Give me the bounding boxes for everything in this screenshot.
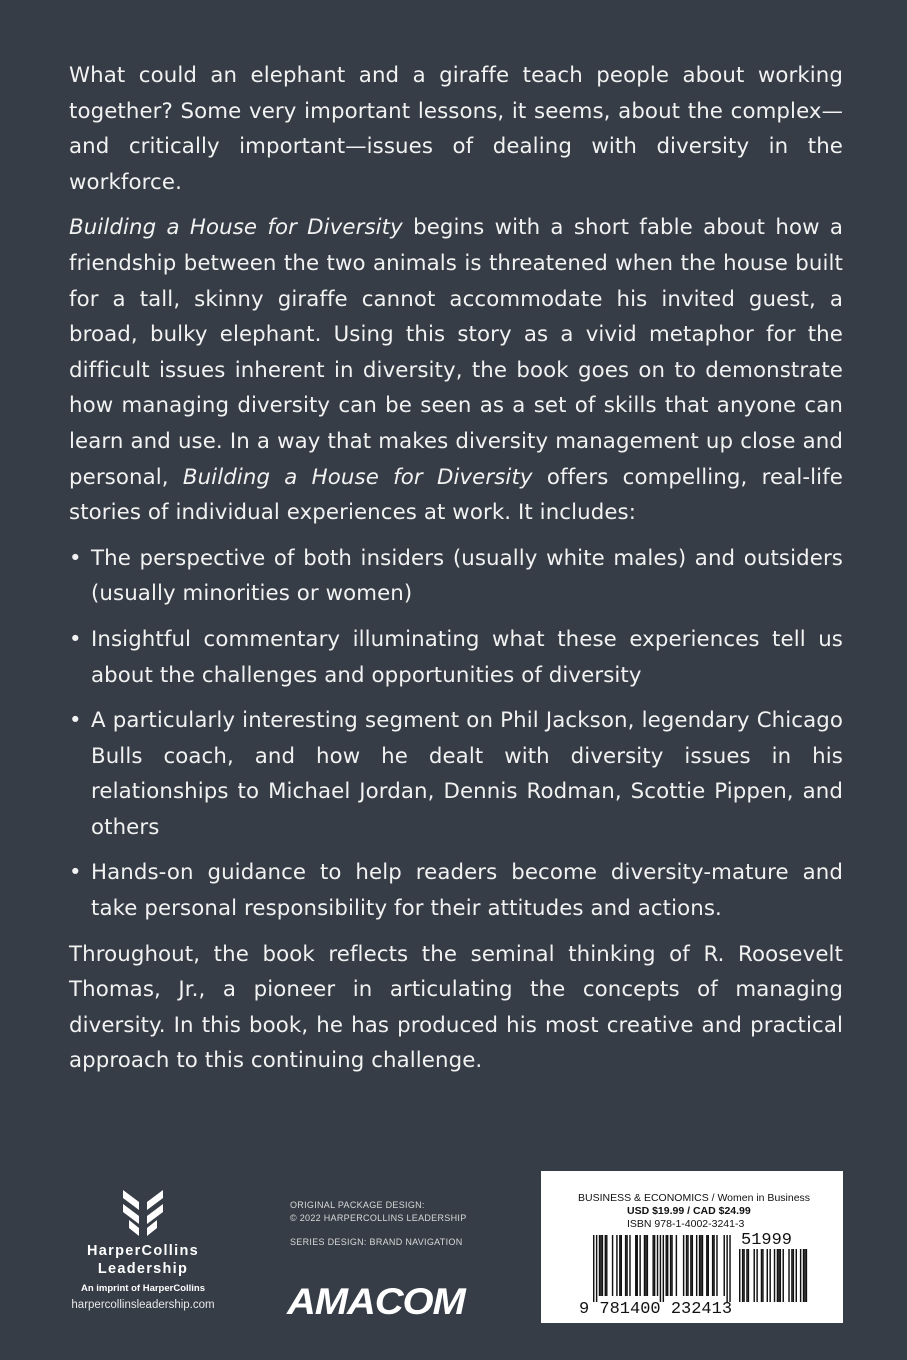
intro-paragraph: What could an elephant and a giraffe teach people about working together? Some very important lessons, it seems, about the complex—and critically important—issues of dealing with diversity in the workforce.	[69, 63, 843, 195]
addon-bar	[761, 1249, 762, 1302]
imprint-note: An imprint of HarperCollins	[80, 1283, 206, 1294]
barcode-bar	[726, 1235, 727, 1302]
barcode-bar	[637, 1235, 638, 1296]
barcode-bars	[593, 1235, 731, 1302]
barcode-bar	[716, 1235, 717, 1296]
addon-bar	[780, 1249, 781, 1302]
credit-line: © 2022 HARPERCOLLINS LEADERSHIP	[290, 1213, 467, 1223]
barcode-bar	[706, 1235, 707, 1296]
barcode-bar	[639, 1235, 640, 1296]
isbn-label: ISBN 978-1-4002-3241-3	[627, 1218, 745, 1230]
addon-barcode-bars	[739, 1249, 807, 1302]
barcode-bar	[621, 1235, 622, 1296]
addon-bar	[767, 1249, 768, 1302]
amacom-logo: AMACOM	[287, 1281, 465, 1322]
ean-digits: 9 781400 232413	[579, 1300, 733, 1319]
addon-bar	[806, 1249, 807, 1302]
addon-bar	[788, 1249, 789, 1302]
book-title: Building a House for Diversity	[182, 464, 533, 490]
barcode-bar	[619, 1235, 620, 1296]
barcode-bar	[596, 1235, 597, 1302]
barcode-bar	[666, 1235, 667, 1296]
barcode-bar	[670, 1235, 671, 1296]
price-label: USD $19.99 / CAD $24.99	[627, 1205, 751, 1217]
feature-list	[69, 541, 843, 927]
barcode-bar	[713, 1235, 714, 1296]
addon-bar	[754, 1249, 755, 1302]
barcode-bar	[657, 1235, 658, 1296]
barcode-bar	[699, 1235, 700, 1296]
addon-bar	[793, 1249, 794, 1302]
barcode-bar	[690, 1235, 691, 1296]
addon-bar	[756, 1249, 757, 1302]
barcode-bar	[724, 1235, 725, 1296]
barcode-bar	[660, 1235, 661, 1302]
addon-bar	[783, 1249, 784, 1302]
list-item: • A particularly interesting segment on Phil Jackson, legendary Chicago Bulls coach, and how he dealt with diversity issues in his relationships to Michael Jordan, Dennis Rodman, Scottie Pippen, and others	[69, 703, 843, 845]
harpercollins-flame-icon	[119, 1188, 167, 1240]
back-cover-copy	[69, 58, 843, 1089]
book-title: Building a House for Diversity	[69, 215, 403, 241]
publisher-name: Leadership	[97, 1261, 189, 1277]
category-label: BUSINESS & ECONOMICS / Women in Business	[578, 1192, 811, 1204]
addon-bar	[739, 1249, 740, 1302]
barcode-bar	[612, 1235, 613, 1296]
barcode-bar	[652, 1235, 653, 1296]
barcode-bar	[663, 1235, 664, 1302]
barcode-bar	[635, 1235, 636, 1296]
barcode-bar	[702, 1235, 703, 1296]
barcode-bar	[676, 1235, 677, 1296]
addon-bar	[800, 1249, 801, 1302]
barcode-bar	[654, 1235, 655, 1296]
barcode-bar	[605, 1235, 606, 1296]
barcode-bar	[696, 1235, 697, 1296]
addon-digits: 51999	[741, 1231, 793, 1250]
description-text: begins with a short fable about how a friendship between the two animals is threatened when the house built for a tall, skinny giraffe cannot accommodate his invited guest, a broad, bulky elephant. Using this story as a vivid metaphor for the difficult issues inherent in diversity, the book goes on to demonstrate how managing diversity can be seen as a set of skills that anyone can learn and use. In a way that makes diversity management up close and personal,	[69, 215, 843, 490]
barcode-bar	[645, 1235, 646, 1296]
addon-bar	[769, 1249, 770, 1302]
barcode-bar	[687, 1235, 688, 1296]
addon-bar	[774, 1249, 775, 1302]
design-credits	[290, 1199, 467, 1249]
list-item: • The perspective of both insiders (usually white males) and outsiders (usually minorities or women)	[69, 541, 843, 612]
description-paragraph	[69, 210, 843, 530]
barcode-bar	[671, 1235, 672, 1296]
barcode-bar	[593, 1235, 594, 1302]
addon-bar	[746, 1249, 747, 1302]
addon-bar	[796, 1249, 797, 1302]
barcode-bar	[602, 1235, 603, 1296]
isbn-barcode	[541, 1171, 843, 1323]
publisher-name: HarperCollins	[87, 1243, 199, 1259]
barcode-bar	[692, 1235, 693, 1296]
barcode-bar	[599, 1235, 600, 1296]
barcode-bar	[644, 1235, 645, 1296]
addon-bar	[791, 1249, 792, 1302]
addon-bar	[804, 1249, 805, 1302]
barcode-bar	[683, 1235, 684, 1296]
addon-bar	[803, 1249, 804, 1302]
closing-paragraph: Throughout, the book reflects the seminal thinking of R. Roosevelt Thomas, Jr., a pioneer in articulating the concepts of managing diversity. In this book, he has produced his most creative and practical approach to this continuing challenge.	[69, 941, 843, 1074]
credit-line: ORIGINAL PACKAGE DESIGN:	[290, 1200, 425, 1210]
addon-bar	[742, 1249, 743, 1302]
publisher-url: harpercollinsleadership.com	[71, 1299, 215, 1311]
list-item: • Insightful commentary illuminating what these experiences tell us about the challenges and opportunities of diversity	[69, 622, 843, 693]
addon-bar	[777, 1249, 778, 1302]
addon-bar	[778, 1249, 779, 1302]
barcode-bar	[629, 1235, 630, 1296]
barcode-bar	[729, 1235, 730, 1302]
list-item: • Hands-on guidance to help readers become diversity-mature and take personal responsibility for their attitudes and actions.	[69, 855, 843, 926]
addon-bar	[743, 1249, 744, 1302]
credit-line: SERIES DESIGN: BRAND NAVIGATION	[290, 1237, 463, 1247]
barcode-bar	[625, 1235, 626, 1296]
barcode-bar	[667, 1235, 668, 1296]
addon-bar	[762, 1249, 763, 1302]
description-text: offers compelling, real-life stories of individual experiences at work. It includes:	[69, 464, 843, 526]
publisher-block	[62, 1188, 224, 1311]
barcode-bar	[708, 1235, 709, 1296]
barcode-bar	[686, 1235, 687, 1296]
barcode-bar	[712, 1235, 713, 1296]
barcode-bar	[606, 1235, 607, 1296]
barcode-bar	[616, 1235, 617, 1296]
barcode-bar	[647, 1235, 648, 1296]
barcode-bar	[700, 1235, 701, 1296]
barcode-panel	[541, 1171, 843, 1323]
barcode-bar	[626, 1235, 627, 1296]
addon-bar	[748, 1249, 749, 1302]
barcode-bar	[600, 1235, 601, 1296]
